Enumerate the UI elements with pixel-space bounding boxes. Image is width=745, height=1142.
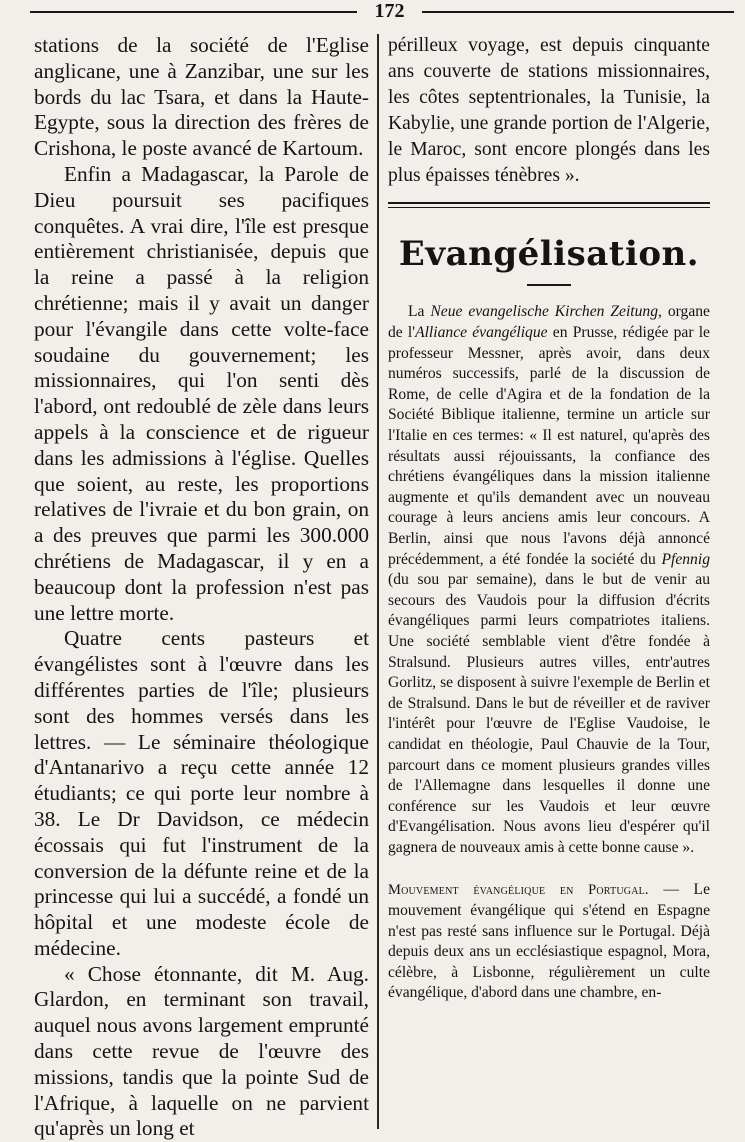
- header-rule-right: [422, 11, 734, 13]
- page-header: [30, 0, 735, 24]
- left-paragraph-4: « Chose étonnante, dit M. Aug. Glardon, en terminant son travail, auquel nous avons largement emprunté dans cette revue de l'œuvre des missions, tandis que la pointe Sud de l'Afrique, à laquelle on ne parvient qu'après un long et: [34, 961, 369, 1141]
- section-title: Evangélisation.: [398, 234, 700, 275]
- left-paragraph-1: stations de la société de l'Eglise anglicane, une à Zanzibar, une sur les bords du lac Tsara, et dans la Haute-Egypte, sous la direction des frères de Crishona, le poste avancé de Kartoum.: [34, 33, 369, 161]
- right-column: [388, 33, 710, 1004]
- column-divider: [377, 34, 379, 1129]
- pfennig-name: Pfennig: [661, 550, 710, 568]
- left-paragraph-3: Quatre cents pasteurs et évangélistes sont à l'œuvre dans les différentes parties de l'île; plusieurs sont des hommes versés dans les lettres. — Le séminaire théologique d'Antanarivo a reçu cette année 12 étudiants; ce qui porte leur nombre à 38. Le Dr Davidson, ce médecin écossais qui fut l'instrument de la conversion de la défunte reine et de la princesse qui lui a succédé, a fondé un hôpital et une modeste école de médecine.: [34, 626, 369, 960]
- article-1-mid1: , organe de l': [388, 303, 710, 342]
- article-1-end: (du sou par semaine), dans le but de venir au secours des Vaudois pour la diffusion d'écrits évangéliques parmi leurs compatriotes italiens. Une société semblable vient d'être fondée à Stralsund. Plusieurs autres villes, entr'autres Gorlitz, se disposent à suivre l'exemple de Berlin et de Stralsund. Dans le but de réveiller et de raviver l'intérêt pour l'œuvre de l'Eglise Vaudoise, le candidat en théologie, Paul Chauvie de la Tour, parcourt dans ce moment plusieurs grandes villes de l'Allemagne dans lesquelles il donne une conférence sur les Vaudois et leur œuvre d'Evangélisation. Nous avons lieu d'espérer qu'il gagnera de nouveaux amis à cette bonne cause ».: [388, 571, 710, 856]
- left-column: [34, 33, 369, 1142]
- article-portugal: [388, 880, 710, 1004]
- article-1-start: La: [408, 303, 431, 321]
- alliance-name: Alliance évangélique: [415, 324, 548, 342]
- article-1-mid2: en Prusse, rédigée par le professeur Messner, après avoir, dans deux numéros successifs, parlé de la discussion de Rome, de celle d'Agira et de la fondation de la Société Biblique italienne, termine un article sur l'Italie en ces termes: « Il est naturel, qu'après des résultats aussi réjouissants, la confiance des chrétiens évangéliques dans la mission italienne augmente et qu'ils demandent avec un nouveau courage à leurs anciens amis leur concours. A Berlin, ainsi que nous l'avons déjà annoncé précédemment, a été fondée la société du: [388, 324, 710, 568]
- continuation-text: périlleux voyage, est depuis cinquante ans couverte de stations missionnaires, les côtes septentrionales, la Tunisie, la Kabylie, une grande portion de l'Algerie, le Maroc, sont encore plongés dans les plus épaisses ténèbres ».: [388, 35, 710, 186]
- page-number: 172: [374, 0, 405, 22]
- header-rule-left: [30, 11, 357, 13]
- section-double-rule: [388, 202, 710, 208]
- journal-name: Neue evangelische Kirchen Zeitung: [430, 303, 659, 321]
- title-underline: [527, 284, 571, 286]
- article-portugal-text: — Le mouvement évangélique qui s'étend en Espagne n'est pas resté sans influence sur le Portugal. Déjà depuis deux ans un ecclésiastique espagnol, Mora, célèbre, à Lisbonne, régulièrement un culte évangélique, d'abord dans une chambre, en-: [388, 881, 710, 1002]
- article-neue-zeitung: [388, 302, 710, 858]
- article-portugal-title: Mouvement évangélique en Portugal.: [388, 882, 649, 899]
- left-paragraph-2: Enfin a Madagascar, la Parole de Dieu poursuit ses pacifiques conquêtes. A vrai dire, l'île est presque entièrement christianisée, depuis que la reine a passé à la religion chrétienne; mais il y avait un danger pour l'évangile dans cette volte-face soudaine du gouvernement; les missionnaires, qui l'on senti dès l'abord, ont redoublé de zèle dans leurs appels à la conscience et de rigueur dans les admissions à l'église. Quelles que soient, au reste, les proportions relatives de l'ivraie et du bon grain, on a des preuves que parmi les 300.000 chrétiens de Madagascar, il y en a beaucoup dont la profession n'est pas une lettre morte.: [34, 161, 369, 625]
